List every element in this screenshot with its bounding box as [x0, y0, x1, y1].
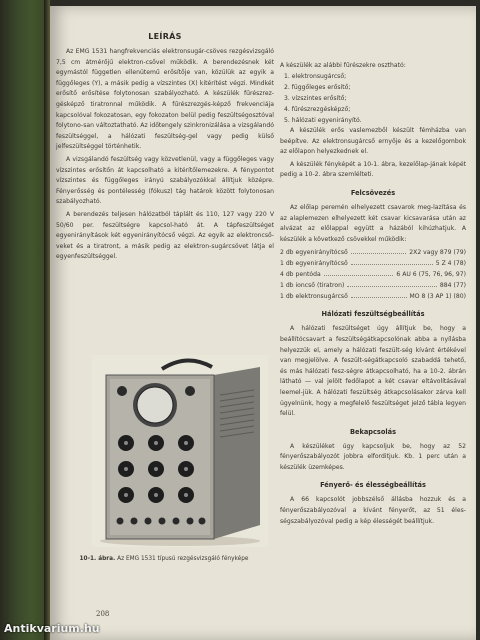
tube-row — [280, 291, 466, 302]
tube-label: 1 db elektronsugárcső — [280, 293, 348, 301]
tube-label: 4 db pentóda — [280, 271, 321, 279]
parts-intro: A készülék az alábbi fűrészekre osztható: — [280, 62, 406, 69]
tube-value: 884 (77) — [439, 282, 466, 290]
paragraph-housing: A készülék erős vaslemezből készült fémházba van beépítve. Az elektronsugárcső ernyője és a kezelőgombok az előlapon helyezkednek el. — [280, 127, 466, 156]
tube-value: MO 8 (3 AP 1) (80) — [409, 293, 466, 301]
section-title-bekapcsolas: Bekapcsolás — [349, 427, 397, 436]
section-title-leiras: LEÍRÁS — [148, 32, 182, 41]
figure-caption — [58, 555, 270, 564]
section-title-fenyero: Fényerő- és élességbeállítás — [320, 481, 426, 490]
oscilloscope-photo — [92, 355, 268, 547]
paragraph-1: Az EMG 1531 hangfrekvenciás elektronsugár-csöves rezgésvizsgáló 7,5 cm átmérőjű elektron-csővel működik. A berendezésnek két egymástól független ellenütemű erősítője van, közülük az egyik a függőleges (Y), a másik pedig a vízszintes (X) kitérítést végzi. Mindkét erősítő erősítése folytonosan szabályozható. A készülék fűrészrez-gésképző tiratronnal működik. A fűrészrezgés-képző frekvenciája kapcsolóval fokozatosan, egy fokozaton belül pedig feszültségosztóval folytono-san változtatható. Az időtengely szinkronizálása a vizsgálandó feszültséggel, a hálózati feszültség-gel vagy pedig külső jelfeszültséggel történhetik. — [56, 48, 274, 151]
tube-value: 5 Z 4 (78) — [435, 260, 466, 268]
tube-label: 2 db egyenirányítócső — [280, 249, 348, 257]
tube-label: 1 db ioncső (tiratron) — [280, 282, 345, 290]
right-column — [280, 60, 466, 529]
caption-text: Az EMG 1531 típusú rezgésvizsgáló fényképe — [117, 556, 249, 562]
paragraph-voltage: A hálózati feszültséget úgy állítjuk be, hogy a beállítócsavart a feszültségátkapcsolónak abba a nyílásba helyezzük el, amely a hálózati feszült-ség kívánt értékével van megjelölve. A feszült-ségátkapcsoló szabaddá tehető, és más hálózati fesz-ségre átkapcsolható, ha a 10-2. ábrán látható — val jelölt fedőlapot a két csavar eltávolításával leemel-jük. A hálózati feszültség átkapcsolásakor zárva kell ügyelnünk, hogy a megfelelő feszültséget jelző tábla legyen felül. — [280, 325, 466, 418]
list-item: 1. elektronsugárcső; — [284, 73, 347, 80]
paragraph-2: A vizsgálandó feszültség vagy közvetlenül, vagy a függőleges vagy vízszintes erősítőn át kapcsolható a kitérítőlemezekre. A fénypontot vízszintes és függőleges irányú szabályozókkal állítjuk középre. Fényerősség és pontélesség (fókusz) tág határok között folytonosan szabályozható. — [56, 155, 274, 206]
list-item: 4. fűrészrezgésképző; — [284, 106, 351, 113]
tube-value: 2X2 vagy 879 (79) — [409, 249, 466, 257]
paragraph-tubes-intro: Az előlap peremén elhelyezett csavarok meg-lazítása és az alaplemezen elhelyezett két csavar kicsavarása után az alvázat az előlappal együtt a házából kihúzhatjuk. A készülék a következő csövekkel működik: — [280, 203, 466, 243]
tube-row — [280, 247, 466, 258]
tube-row — [280, 269, 466, 280]
tube-value: 6 AU 6 (75, 76, 96, 97) — [396, 271, 466, 279]
page-number: 208 — [96, 610, 110, 618]
paragraph-3: A berendezés teljesen hálózatból táplált és 110, 127 vagy 220 V 50/60 per. feszültségre kapcsol-ható át. A tápfeszültséget egyenirányítások két egyenirányítócső végzi. Az egyik az elektroncső-veket és a tiratront, a másik pedig az elektron-sugárcsövet látja el egyenfeszültséggel. — [56, 210, 274, 261]
paragraph-power-on: A készüléket úgy kapcsoljuk be, hogy az 52 fényerőszabályozót jobbra elforditjuk. Kb. 1 perc után a készülék üzemképes. — [280, 442, 466, 471]
tube-row — [280, 258, 466, 269]
book-binding — [0, 0, 46, 640]
list-item: 2. függőleges erősítő; — [284, 84, 351, 91]
left-column — [56, 30, 274, 265]
list-item: 3. vízszintes erősítő; — [284, 95, 347, 102]
list-item: 5. hálózati egyenirányító. — [284, 117, 362, 124]
tube-label: 1 db egyenirányítócső — [280, 260, 348, 268]
section-title-halozati: Hálózati feszültségbeállítás — [321, 310, 425, 319]
paragraph-figures: A készülék fényképét a 10-1. ábra, kezelőlap-jának képét pedig a 10-2. ábra szemlélteti. — [280, 160, 466, 179]
watermark-text: Antikvarium.hu — [4, 622, 100, 635]
caption-label: 10-1. ábra. — [79, 556, 116, 562]
section-title-felcsovezes: Felcsövezés — [350, 188, 396, 197]
tube-row — [280, 280, 466, 291]
paragraph-brightness: A 66 kapcsolót jobbszélső állásba hozzuk és a fényerőszabályozóval a kívánt fényerőt, az 51 éles-ségszabályozóval pedig a kép élességét beállítjuk. — [280, 496, 466, 525]
